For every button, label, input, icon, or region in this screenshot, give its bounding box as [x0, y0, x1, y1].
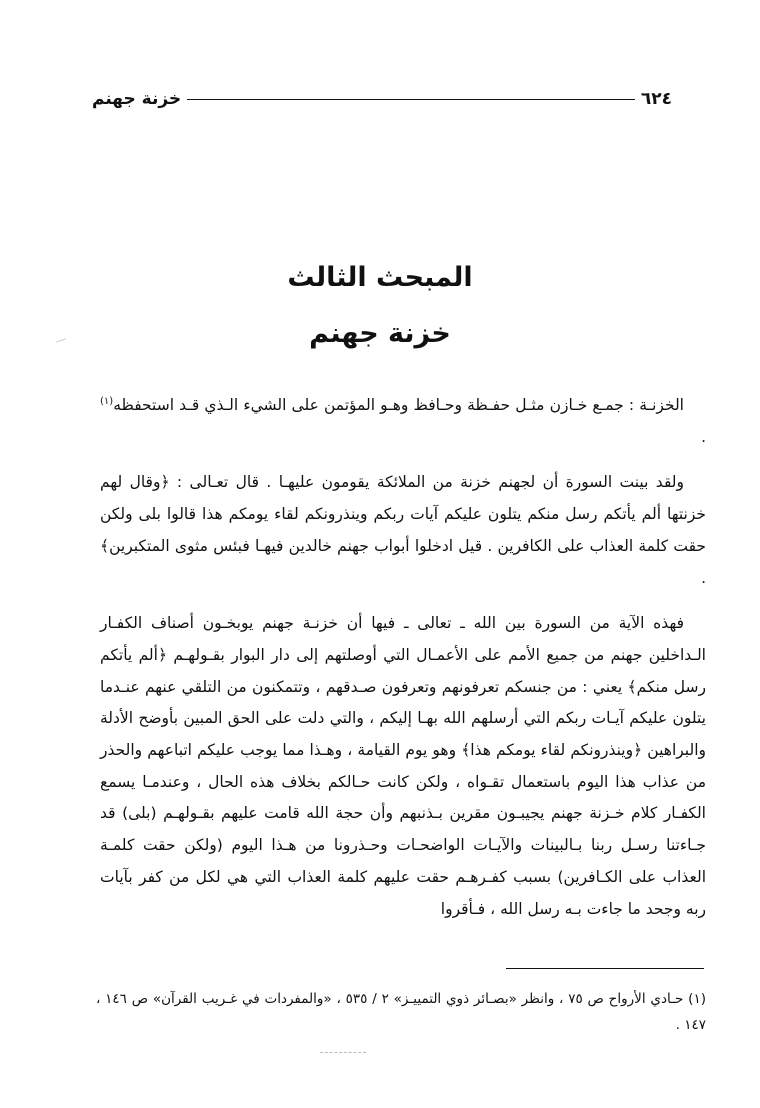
paragraph-quran-quote: ولقد بينت السورة أن لجهنم خزنة من الملائكة يقومون عليهـا . قال تعـالى : ﴿وقال لهم خزنتها ألم يأتكم رسل منكم يتلون عليكم آيات ربكم وينذرونكم لقاء يومكم هذا قالوا بلى ولكن حقت كلمة العذاب على الكافرين . قيل ادخلوا أبواب جهنم خالدين فيهـا فبئس مثوى المتكبرين﴾ . [100, 473, 706, 587]
paragraph-text: الخزنـة : جمـع خـازن مثـل حفـظة وحـافظ وهـو المؤتمن على الشيء الـذي قـد استحفظه [113, 396, 684, 414]
section-subheading: خزنة جهنم [309, 318, 451, 349]
footnote-divider [506, 968, 704, 969]
running-title: خزنة جهنم [92, 89, 182, 109]
page-number: ٦٢٤ [640, 89, 672, 109]
paragraph-definition [100, 390, 706, 453]
header-rule [187, 99, 635, 100]
bottom-artifact [320, 1052, 366, 1053]
paragraph-explanation: فهذه الآية من السورة بين الله ـ تعالى ـ فيها أن خزنـة جهنم يوبخـون أصناف الكفـار الـداخلين جهنم من جميع الأمم على الأعمـال التي أوصلتهم إلى دار البوار بقـولهـم ﴿ألم يأتكم رسل منكم﴾ يعني : من جنسكم تعرفونهم وتعرفون صـدقهم ، وتتمكنون من التلقي عنهم عنـدما يتلون عليكم آيـات ربكم التي أرسلهم الله بهـا إليكم ، والتي دلت على الحق المبين بأوضح الأدلة والبراهين ﴿وينذرونكم لقاء يومكم هذا﴾ وهو يوم القيامة ، وهـذا مما يوجب عليكم اتباعهم والحذر من عذاب هذا اليوم باستعمال تقـواه ، ولكن كانت حـالكم بخلاف هذه الحال ، وعندمـا يسمع الكفـار كلام خـزنة جهنم يجيبـون مقرين بـذنبهم وأن حجة الله قامت عليهم بقـولهـم (بلى) قد جـاءتنا رسـل ربنا بـالبينات والآيـات الواضحـات وحـذرونا من هـذا اليوم (ولكن حقت كلمـة العذاب على الكـافرين) بسبب كفـرهـم حقت عليهم كلمة العذاب التي هي لكل من كفر بآيات ربه وجحد ما جاءت بـه رسل الله ، فـأقروا [100, 614, 706, 918]
running-header [92, 86, 672, 112]
footnote [96, 986, 706, 1038]
footnote-reference: (١) [100, 395, 114, 407]
section-heading: المبحث الثالث [287, 262, 473, 293]
body-text [100, 390, 706, 939]
footnote-text: (١) حـادي الأرواح ص ٧٥ ، وانظر «بصـائر ذوي التمييـز» ٢ / ٥٣٥ ، «والمفردات في غـريب القرآن» ص ١٤٦ ، ١٤٧ . [96, 991, 706, 1033]
paragraph-tail: . [701, 427, 706, 446]
